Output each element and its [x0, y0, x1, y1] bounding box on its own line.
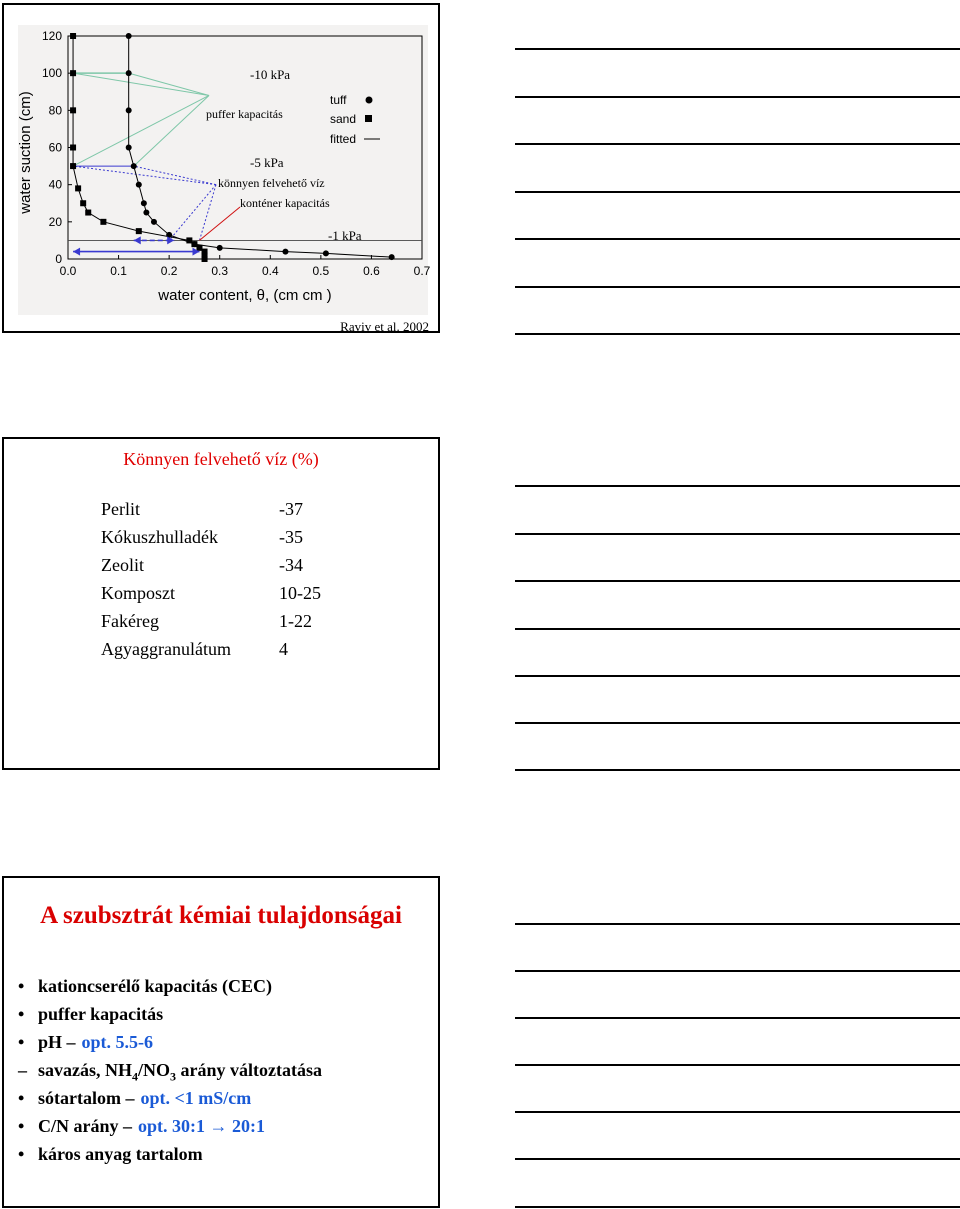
y-tick-label: 80 [48, 103, 62, 118]
bullet: • [18, 976, 25, 996]
note-line [515, 96, 960, 98]
y-tick-label: 40 [48, 177, 62, 192]
x-axis-label: water content, θ, (cm cm ) [158, 287, 332, 304]
bullet: • [18, 1088, 25, 1108]
sand-point [70, 107, 76, 113]
list-item [18, 1060, 322, 1088]
item-optimum: opt. 30:1 → 20:1 [138, 1116, 265, 1136]
chart-credit: Raviv et al. 2002 [340, 319, 429, 331]
slide3-title: A szubsztrát kémiai tulajdonságai [40, 902, 402, 929]
list-item [18, 976, 322, 1004]
note-line [515, 722, 960, 724]
note-line [515, 923, 960, 925]
note-line [515, 580, 960, 582]
list-item [18, 1088, 322, 1116]
list-item [18, 1144, 322, 1172]
tuff-point [217, 245, 223, 251]
sand-point [75, 185, 81, 191]
item-text [38, 1060, 322, 1085]
slide2-title: Könnyen felvehető víz (%) [123, 449, 319, 469]
note-line [515, 970, 960, 972]
table-row [101, 583, 321, 611]
note-line [515, 333, 960, 335]
bullet: • [18, 1032, 25, 1052]
tuff-point [136, 182, 142, 188]
tuff-point [126, 145, 132, 151]
note-line [515, 48, 960, 50]
note-line [515, 1064, 960, 1066]
note-line [515, 1158, 960, 1160]
table-row [101, 499, 321, 527]
note-line [515, 485, 960, 487]
annotation-1kpa: -1 kPa [328, 228, 362, 243]
x-tick-label: 0.1 [110, 264, 127, 278]
material-name: Agyaggranulátum [101, 639, 231, 659]
note-line [515, 286, 960, 288]
legend-marker-sand [365, 115, 372, 122]
sand-point [70, 33, 76, 39]
bullet: • [18, 1144, 25, 1164]
sand-point [80, 200, 86, 206]
bullet: • [18, 1004, 25, 1024]
sand-point [202, 256, 208, 262]
note-line [515, 1017, 960, 1019]
sand-point [136, 228, 142, 234]
y-tick-label: 0 [55, 252, 62, 266]
dash-bullet: – [18, 1060, 27, 1080]
x-tick-label: 0.0 [59, 264, 77, 278]
item-text-part: /NO [138, 1060, 171, 1080]
sand-point [100, 219, 106, 225]
tuff-point [282, 249, 288, 255]
x-tick-label: 0.3 [211, 264, 229, 278]
legend-label-fitted: fitted [330, 132, 357, 146]
table-row [101, 639, 321, 667]
material-name: Zeolit [101, 555, 144, 575]
item-text: kationcserélő kapacitás (CEC) [38, 976, 272, 996]
slide-water-retention-chart [2, 3, 440, 333]
tuff-point [151, 219, 157, 225]
item-text: káros anyag tartalom [38, 1144, 203, 1164]
chemical-properties-list [18, 976, 322, 1172]
item-text: puffer kapacitás [38, 1004, 164, 1024]
legend-label-sand: sand [330, 112, 357, 126]
material-name: Kókuszhulladék [101, 527, 218, 547]
x-tick-label: 0.7 [413, 264, 431, 278]
tuff-point [126, 107, 132, 113]
item-text: C/N arány – [38, 1116, 132, 1136]
note-line [515, 191, 960, 193]
tuff-point [126, 33, 132, 39]
tuff-point [389, 254, 395, 260]
slide-easily-available-water [2, 437, 440, 770]
note-line [515, 1111, 960, 1113]
note-line [515, 628, 960, 630]
y-axis-label: water suction (cm) [17, 91, 34, 214]
table-row [101, 555, 321, 583]
tuff-point [143, 210, 149, 216]
x-tick-label: 0.5 [312, 264, 330, 278]
annotation-puffer-capacity: puffer kapacitás [206, 107, 283, 121]
item-text-part: arány változtatása [176, 1060, 322, 1080]
slide-chemical-properties [2, 876, 440, 1208]
subscript: 4 [132, 1069, 138, 1084]
y-tick-label: 120 [41, 29, 62, 43]
y-tick-label: 20 [48, 214, 62, 229]
material-name: Perlit [101, 499, 140, 519]
x-tick-label: 0.2 [160, 264, 178, 278]
annotation-10kpa: -10 kPa [250, 67, 291, 82]
table-row [101, 527, 321, 555]
material-name: Fakéreg [101, 611, 159, 631]
material-name: Komposzt [101, 583, 175, 603]
tuff-point [141, 200, 147, 206]
x-tick-label: 0.6 [363, 264, 380, 278]
sand-point [70, 70, 76, 76]
water-retention-chart [4, 5, 438, 331]
list-item [18, 1116, 322, 1144]
x-tick-label: 0.4 [261, 264, 279, 278]
bullet: • [18, 1116, 25, 1136]
y-tick-label: 60 [48, 140, 62, 155]
note-line [515, 143, 960, 145]
item-text: pH – [38, 1032, 76, 1052]
tuff-point [126, 70, 132, 76]
list-item [18, 1032, 322, 1060]
item-optimum: opt. <1 mS/cm [140, 1088, 252, 1108]
material-value: 1-22 [279, 611, 312, 631]
annotation-easily-available-water: könnyen felvehető víz [218, 176, 325, 190]
list-item [18, 1004, 322, 1032]
item-text-part: savazás, NH [38, 1060, 132, 1080]
note-line [515, 238, 960, 240]
annotation-container-capacity: konténer kapacitás [240, 196, 330, 210]
item-text: sótartalom – [38, 1088, 135, 1108]
legend-marker-tuff [366, 97, 373, 104]
y-tick-label: 100 [41, 66, 62, 81]
sand-point [85, 210, 91, 216]
material-value: 4 [279, 639, 288, 659]
note-line [515, 675, 960, 677]
sand-point [70, 163, 76, 169]
subscript: 3 [170, 1069, 177, 1084]
note-line [515, 1206, 960, 1208]
tuff-point [131, 163, 137, 169]
sand-point [70, 145, 76, 151]
available-water-table [101, 499, 321, 667]
note-line [515, 533, 960, 535]
material-value: -37 [279, 499, 303, 519]
annotation-5kpa: -5 kPa [250, 155, 284, 170]
item-optimum: opt. 5.5-6 [81, 1032, 154, 1052]
material-value: -35 [279, 527, 303, 547]
legend-label-tuff: tuff [330, 93, 347, 107]
material-value: -34 [279, 555, 303, 575]
table-row [101, 611, 321, 639]
material-value: 10-25 [279, 583, 321, 603]
tuff-point [323, 250, 329, 256]
note-line [515, 769, 960, 771]
tuff-point [166, 232, 172, 238]
